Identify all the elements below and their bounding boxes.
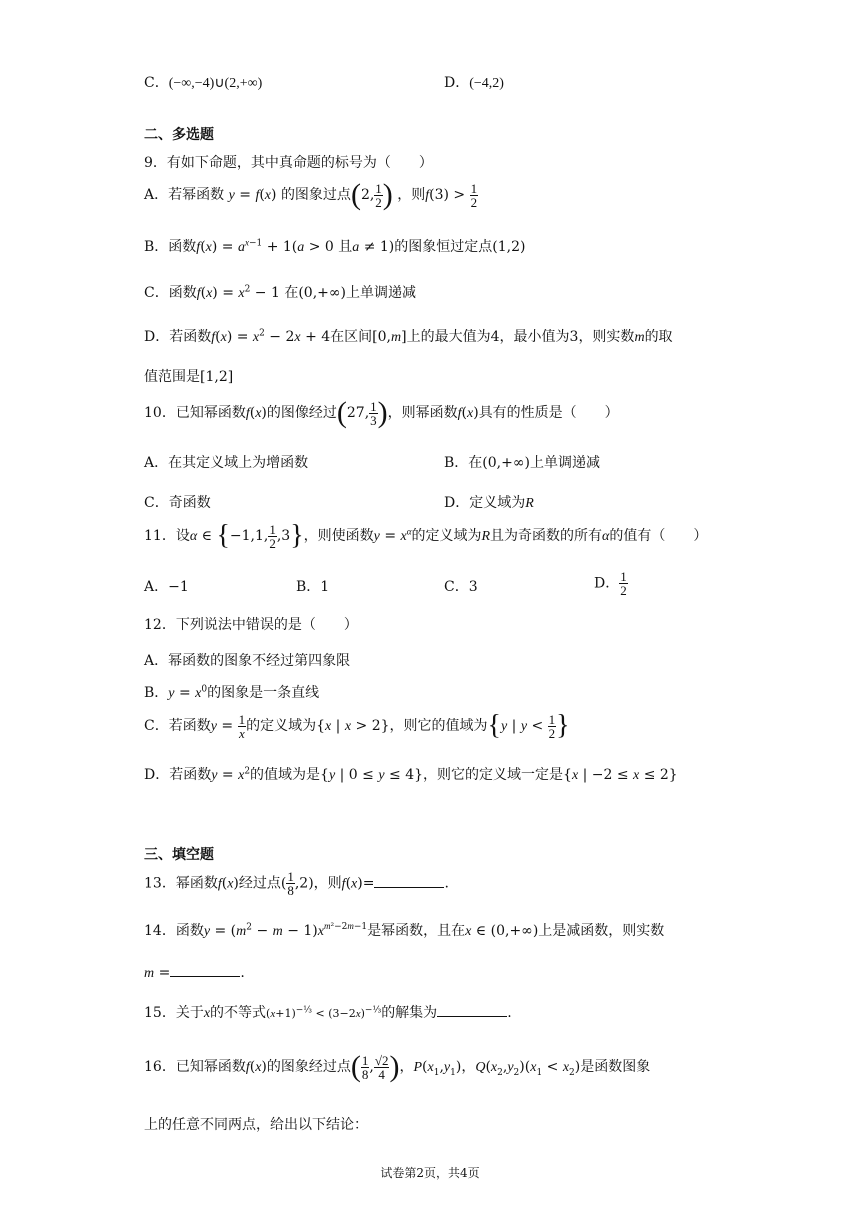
section-fill-blank: 三、填空题: [144, 847, 214, 863]
q9-option-d: D．若函数$f(x) = x^2 - 2x + 4$在区间[0,m]上的最大值为4，最小值为3，则实数m的取: [144, 328, 673, 345]
q9-option-d-line2: 值范围是[1,2]: [144, 369, 234, 385]
q8-option-d: D．(−4,2): [444, 75, 504, 91]
q10-stem: 10．已知幂函数f(x)的图像经过(27, $\frac{1}{3}$ )，则幂函数f(x)具有的性质是（ ）: [144, 396, 619, 429]
q11-option-c: C．3: [444, 579, 478, 595]
q12-stem: 12．下列说法中错误的是（ ）: [144, 617, 358, 633]
section-multi-choice: 二、多选题: [144, 127, 214, 143]
q11-option-a: A．−1: [144, 579, 189, 595]
q15-stem: 15．关于x的不等式$(x+1)^{-\frac{1}{3}} < (3-2x)^{-\frac{1}{3}}$的解集为 .: [144, 1005, 512, 1021]
q12-option-b: B．$y = x^0$的图象是一条直线: [144, 684, 320, 701]
q9-stem: 9．有如下命题，其中真命题的标号为（ ）: [144, 155, 433, 171]
q8-option-c: C．(−∞,−4)∪(2,+∞): [144, 75, 263, 91]
page-footer: 试卷第2页，共4页: [380, 1166, 480, 1180]
q9-option-a: A．若幂函数 y = f(x) 的图象过点(2, $\frac{1}{2}$ ) ，则f(3) > $\frac{1}{2}$: [144, 178, 478, 211]
q8-option-d-math: (−4,2): [469, 76, 504, 91]
q14-answer-blank[interactable]: [170, 964, 240, 977]
q10-option-d: D．定义域为R: [444, 495, 534, 511]
q12-option-d: D．若函数$y = x^2$的值域为是{y | 0 ≤ y ≤ 4}，则它的定义域一定是{x | −2 ≤ x ≤ 2}: [144, 766, 678, 783]
q16-stem: 16．已知幂函数f(x)的图象经过点( $\frac{1}{8}$ , $\frac{√2}{4}$ )，$P(x_1,y_1)$，$Q(x_2,y_2)(x_1 < x_2)$是函数图象: [144, 1050, 651, 1083]
q10-option-b: B．在(0,+∞)上单调递减: [444, 455, 600, 471]
q11-stem: 11．设α ∈ {−1,1, $\frac{1}{2}$ ,3}，则使函数$y = x^\alpha$的定义域为R且为奇函数的所有α的值有（ ）: [144, 520, 708, 551]
q9-option-b: B．函数$f(x) = a^{x-1} + 1(a > 0$ 且a ≠ 1)的图象恒过定点(1,2): [144, 237, 526, 255]
q12-option-a: A．幂函数的图象不经过第四象限: [144, 653, 351, 669]
q14-stem: 14．函数$y = (m^2 - m - 1)x^{m^2-2m-1}$是幂函数，且在x ∈ (0,+∞)上是减函数，则实数: [144, 921, 665, 939]
q15-answer-blank[interactable]: [437, 1004, 507, 1017]
q13-stem: 13．幂函数f(x)经过点( $\frac{1}{8}$ ,2)，则f(x)= .: [144, 869, 449, 898]
q10-option-a: A．在其定义域上为增函数: [144, 455, 309, 471]
q16-line2: 上的任意不同两点，给出以下结论：: [144, 1117, 368, 1133]
q9-option-c: C．函数$f(x) = x^2 - 1$ 在(0,+∞)上单调递减: [144, 284, 417, 301]
q13-answer-blank[interactable]: [374, 875, 444, 888]
q12-option-c: C．若函数y = $\frac{1}{x}$ 的定义域为{x | x > 2}，则它的值域为{y | y < $\frac{1}{2}$ }: [144, 710, 570, 741]
q14-line2: m = .: [144, 965, 245, 981]
q10-option-c: C．奇函数: [144, 495, 211, 511]
q8-option-c-math: (−∞,−4)∪(2,+∞): [168, 76, 263, 91]
q11-option-d: D． $\frac{1}{2}$: [594, 569, 627, 598]
q11-option-b: B．1: [296, 579, 330, 595]
